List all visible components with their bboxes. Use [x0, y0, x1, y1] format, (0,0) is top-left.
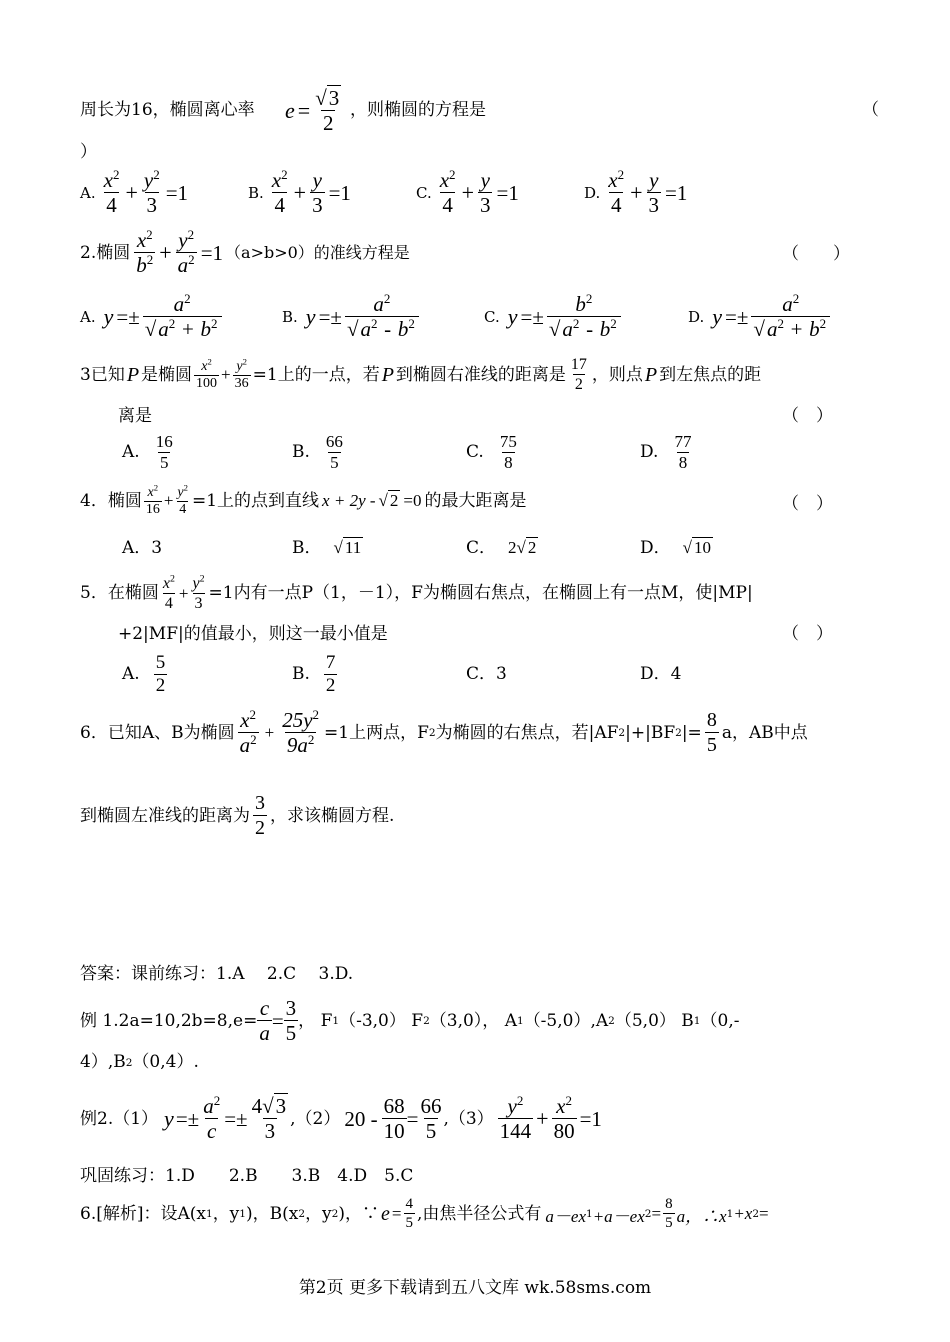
answers-example-1b: [0, 1052, 950, 1072]
q5-option-b[interactable]: B. $\frac{7}{2}$: [292, 652, 336, 696]
answers-consolidation: [0, 1166, 950, 1186]
footer-text: 第2页 更多下载请到五八文库 wk.58sms.com: [298, 1278, 652, 1298]
q1-options: [0, 167, 950, 218]
answers-pre-class: 答案：课前练习：1.A 2.C 3.D.: [80, 964, 354, 984]
q4-options: [0, 537, 950, 558]
q5-options: [0, 652, 950, 696]
q3-option-c[interactable]: C. $\frac{75}{8}$: [466, 432, 517, 472]
q2-options: [0, 291, 950, 342]
q5-paren: （ ）: [782, 624, 833, 644]
q3-paren: （ ）: [782, 406, 833, 426]
example-1-tail: 4）,B 2 （0,4）.: [80, 1052, 199, 1072]
q1-stem-text: 周长为16，椭圆离心率: [80, 100, 255, 120]
q1-option-a[interactable]: A. $\frac{x^2}{4}$ + $\frac{y^2}{3}$ =1: [80, 167, 189, 218]
answers-example-1: [0, 996, 950, 1046]
q3-option-d[interactable]: D. $\frac{77}{8}$: [640, 432, 692, 472]
q4-option-a[interactable]: A．3: [122, 538, 163, 558]
q5-option-d[interactable]: D．4: [640, 664, 682, 684]
q4-paren: （ ）: [782, 494, 833, 514]
q3-option-b[interactable]: B. $\frac{66}{5}$: [292, 432, 343, 472]
q5-stem: [0, 573, 950, 613]
q6-stem-tail: 到椭圆左准线的距离为 $\frac{3}{2}$ ，求该椭圆方程.: [80, 792, 395, 839]
q2-stem: [0, 227, 950, 278]
q2-option-b[interactable]: B. y =± $\frac{a^2}{√a^2 - b^2}$: [282, 292, 419, 342]
q1-option-d[interactable]: D. $\frac{x^2}{4}$ + $\frac{y}{3}$ =1: [584, 167, 688, 218]
consolidation-answers: 巩固练习：1.D 2.B 3.B 4.D 5.C: [80, 1166, 414, 1186]
q6-stem-text: 6．已知A、B为椭圆 $\frac{x^2}{a^2}$ + $\frac{25y^2}{9a^2}$ =1上两点，F 2 为椭圆的右焦点，若|AF 2 |+|BF 2 |= $\frac{8}{5}$ a，AB中点: [80, 707, 808, 758]
answers-line-1: [0, 964, 950, 984]
q3-option-a[interactable]: A. $\frac{16}{5}$: [122, 432, 173, 472]
q6-stem: [0, 707, 950, 758]
q5-option-c[interactable]: C．3: [466, 664, 507, 684]
q5-stem-text: 5．在椭圆 $\frac{x^2}{4}$ + $\frac{y^2}{3}$ =1内有一点P（1，－1），F为椭圆右焦点，在椭圆上有一点M，使|MP|: [80, 573, 753, 613]
q3-stem: [0, 356, 950, 394]
q6-analysis-text: 6.[解析]：设A(x 1 ，y 1 )，B(x 2 ，y 2 )，∵ e = $\frac{4}{5}$ ,由焦半径公式有 a－ex 1 +a－ex 2 = $\frac{8}{5}$ a，∴x 1 +x 2 =: [80, 1196, 769, 1232]
answers-example-2: [0, 1093, 950, 1144]
q3-stem-2: [0, 406, 950, 426]
q5-stem-tail: +2|MF|的值最小，则这一最小值是: [118, 624, 388, 644]
q5-stem-2: [0, 624, 950, 644]
q2-option-c[interactable]: C. y =± $\frac{b^2}{√a^2 - b^2}$: [484, 292, 621, 342]
q2-paren: （ ）: [782, 244, 850, 264]
q4-option-b[interactable]: B． √ 11: [292, 537, 362, 558]
q1-stem: [0, 86, 950, 136]
q2-option-a[interactable]: A. y =± $\frac{a^2}{√a^2 + b^2}$: [80, 292, 222, 342]
footer: [0, 1278, 950, 1298]
example-1-text: 例 1.2a=10,2b=8,e= $\frac{c}{a}$ = $\frac{3}{5}$ ， F 1 （-3,0） F 2 （3,0）， A 1 （-5,0）,A 2 （5,0） B 1 （0,-: [80, 996, 740, 1046]
q4-stem-text: 4．椭圆 $\frac{x^2}{16}$ + $\frac{y^2}{4}$ =1上的点到直线 x + 2y - √ 2 =0 的最大距离是: [80, 482, 527, 518]
q4-option-c[interactable]: C． 2 √ 2: [466, 537, 537, 558]
q2-option-d[interactable]: D. y =± $\frac{a^2}{√a^2 + b^2}$: [688, 292, 830, 342]
q1-option-b[interactable]: B. $\frac{x^2}{4}$ + $\frac{y}{3}$ =1: [248, 167, 351, 218]
q4-stem: [0, 482, 950, 518]
q1-stem-tail: ，则椭圆的方程是: [350, 100, 486, 120]
q3-options: [0, 432, 950, 472]
q1-paren-close-line: [0, 142, 950, 162]
q3-stem-tail: 离是: [118, 406, 152, 426]
q5-option-a[interactable]: A. $\frac{5}{2}$: [122, 652, 166, 696]
q6-stem-2: [0, 792, 950, 839]
q1-paren-open: （: [862, 100, 879, 120]
q1-paren-close: ）: [80, 142, 97, 162]
q3-stem-text: 3已知 P 是椭圆 $\frac{x^2}{100}$ + $\frac{y^2}{36}$ =1上的一点，若 P 到椭圆右准线的距离是 $\frac{17}{2}$ ，则点 P 到左焦点的距: [80, 356, 762, 394]
answers-q6-analysis: [0, 1196, 950, 1232]
q1-eccentricity: e = $\frac{√3}{2}$: [285, 86, 340, 136]
q2-equation: 2.椭圆 $\frac{x^2}{b^2}$ + $\frac{y^2}{a^2}$ =1 （a>b>0）的准线方程是: [80, 227, 410, 278]
q1-option-c[interactable]: C. $\frac{x^2}{4}$ + $\frac{y}{3}$ =1: [416, 167, 519, 218]
q4-option-d[interactable]: D． √ 10: [640, 537, 711, 558]
example-2-text: 例2.（1） y =± $\frac{a^2}{c}$ =± $\frac{4√3}{3}$ ,（2） 20 - $\frac{68}{10}$ = $\frac{66}{5}$ ,（3） $\frac{y^2}{144}$ + $\frac{x^2}{80}$ =1: [80, 1093, 602, 1144]
